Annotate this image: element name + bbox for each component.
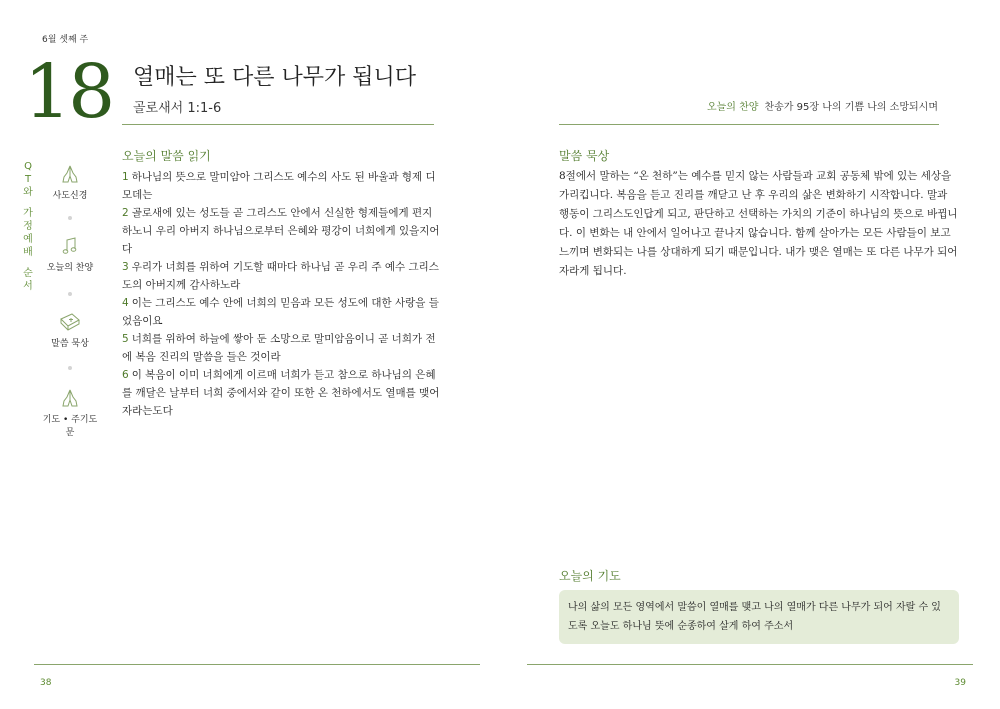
prayer-box: 나의 삶의 모든 영역에서 말씀이 열매를 맺고 나의 열매가 다른 나무가 되어 자랄 수 있도록 오늘도 하나님 뜻에 순종하여 살게 하여 주소서 bbox=[559, 590, 959, 644]
page-number-left: 38 bbox=[40, 678, 52, 688]
sidebar-divider-dot bbox=[68, 292, 72, 296]
page-number-right: 39 bbox=[954, 678, 966, 688]
sidebar-divider-dot bbox=[68, 216, 72, 220]
verse bbox=[122, 258, 440, 294]
vertical-char: 와 bbox=[23, 187, 33, 198]
verse-number: 5 bbox=[122, 333, 129, 345]
vertical-char: 배 bbox=[23, 247, 33, 258]
vertical-char: T bbox=[24, 174, 32, 185]
verse bbox=[122, 204, 440, 258]
verse bbox=[122, 168, 440, 204]
hymn-text: 찬송가 95장 나의 기쁨 나의 소망되시며 bbox=[764, 102, 938, 113]
meditation-body: 8절에서 말하는 “온 천하”는 예수를 믿지 않는 사람들과 교회 공동체 밖에 있는 세상을 가리킵니다. 복음을 듣고 진리를 깨닫고 난 후 우리의 삶은 변화하기 시작합니다. 말과 행동이 그리스도인답게 되고, 판단하고 선택하는 가치의 기준이 하나님의 뜻으로 바뀝니다. 이 변화는 내 안에서 일어나고 끝나지 않습니다. 함께 살아가는 모든 사람들이 보고 느끼며 변화되는 나를 상대하게 되기 때문입니다. 내가 맺은 열매는 또 다른 나무가 되어 자라게 됩니다. bbox=[559, 170, 958, 277]
music-note-icon bbox=[59, 235, 81, 257]
verse bbox=[122, 294, 440, 330]
sidebar-item-hymn bbox=[40, 235, 100, 273]
praying-hands-icon bbox=[59, 387, 81, 409]
page-title: 열매는 또 다른 나무가 됩니다 bbox=[133, 65, 416, 90]
sidebar-item-label: 사도신경 bbox=[52, 191, 88, 201]
week-label: 6월 셋째 주 bbox=[42, 35, 89, 45]
scripture-reading bbox=[122, 168, 440, 420]
sidebar-item-meditation bbox=[40, 311, 100, 349]
reading-heading: 오늘의 말씀 읽기 bbox=[122, 149, 211, 163]
vertical-char: Q bbox=[24, 161, 32, 172]
verse-text: 이 복음이 이미 너희에게 이르매 너희가 듣고 참으로 하나님의 은혜를 깨달은 날부터 너희 중에서와 같이 또한 온 천하에서도 열매를 맺어 자라는도다 bbox=[122, 369, 440, 417]
verse bbox=[122, 366, 440, 420]
sidebar-item-apostles-creed bbox=[40, 163, 100, 201]
verse-number: 2 bbox=[122, 207, 129, 219]
verse bbox=[122, 330, 440, 366]
day-number: 18 bbox=[24, 49, 113, 135]
verse-number: 4 bbox=[122, 297, 129, 309]
vertical-char: 순 bbox=[23, 268, 33, 279]
footer-rule-right bbox=[527, 664, 973, 665]
verse-number: 3 bbox=[122, 261, 129, 273]
vertical-char: 가 bbox=[23, 208, 33, 219]
vertical-order-label bbox=[22, 160, 34, 293]
vertical-char: 서 bbox=[23, 281, 33, 292]
verse-number: 6 bbox=[122, 369, 129, 381]
sidebar-item-label: 오늘의 찬양 bbox=[46, 263, 94, 273]
header-rule-right bbox=[559, 124, 939, 125]
meditation-heading: 말씀 묵상 bbox=[559, 149, 610, 163]
sidebar-item-prayer bbox=[40, 387, 100, 438]
sidebar-item-label: 기도 • 주기도문 bbox=[42, 415, 98, 438]
vertical-char: 정 bbox=[23, 221, 33, 232]
praying-hands-icon bbox=[59, 163, 81, 185]
verse-text: 우리가 너희를 위하여 기도할 때마다 하나님 곧 우리 주 예수 그리스도의 아버지께 감사하노라 bbox=[122, 261, 439, 291]
verse-text: 이는 그리스도 예수 안에 너희의 믿음과 모든 성도에 대한 사랑을 들었음이요 bbox=[122, 297, 439, 327]
verse-text: 너희를 위하여 하늘에 쌓아 둔 소망으로 말미암음이니 곧 너희가 전에 복음 진리의 말씀을 들은 것이라 bbox=[122, 333, 436, 363]
hymn-label: 오늘의 찬양 bbox=[706, 102, 759, 113]
verse-number: 1 bbox=[122, 171, 129, 183]
bible-book-icon bbox=[58, 311, 82, 333]
header-rule-left bbox=[122, 124, 434, 125]
sidebar-item-label: 말씀 묵상 bbox=[51, 339, 89, 349]
verse-text: 하나님의 뜻으로 말미암아 그리스도 예수의 사도 된 바울과 형제 디모데는 bbox=[122, 171, 436, 201]
hymn-info bbox=[707, 98, 938, 113]
verse-text: 골로새에 있는 성도들 곧 그리스도 안에서 신실한 형제들에게 편지하노니 우리 아버지 하나님으로부터 은혜와 평강이 너희에게 있을지어다 bbox=[122, 207, 440, 255]
prayer-heading: 오늘의 기도 bbox=[559, 569, 621, 583]
sidebar-divider-dot bbox=[68, 366, 72, 370]
vertical-char: 예 bbox=[23, 234, 33, 245]
footer-rule-left bbox=[34, 664, 480, 665]
scripture-reference: 골로새서 1:1-6 bbox=[133, 101, 222, 116]
